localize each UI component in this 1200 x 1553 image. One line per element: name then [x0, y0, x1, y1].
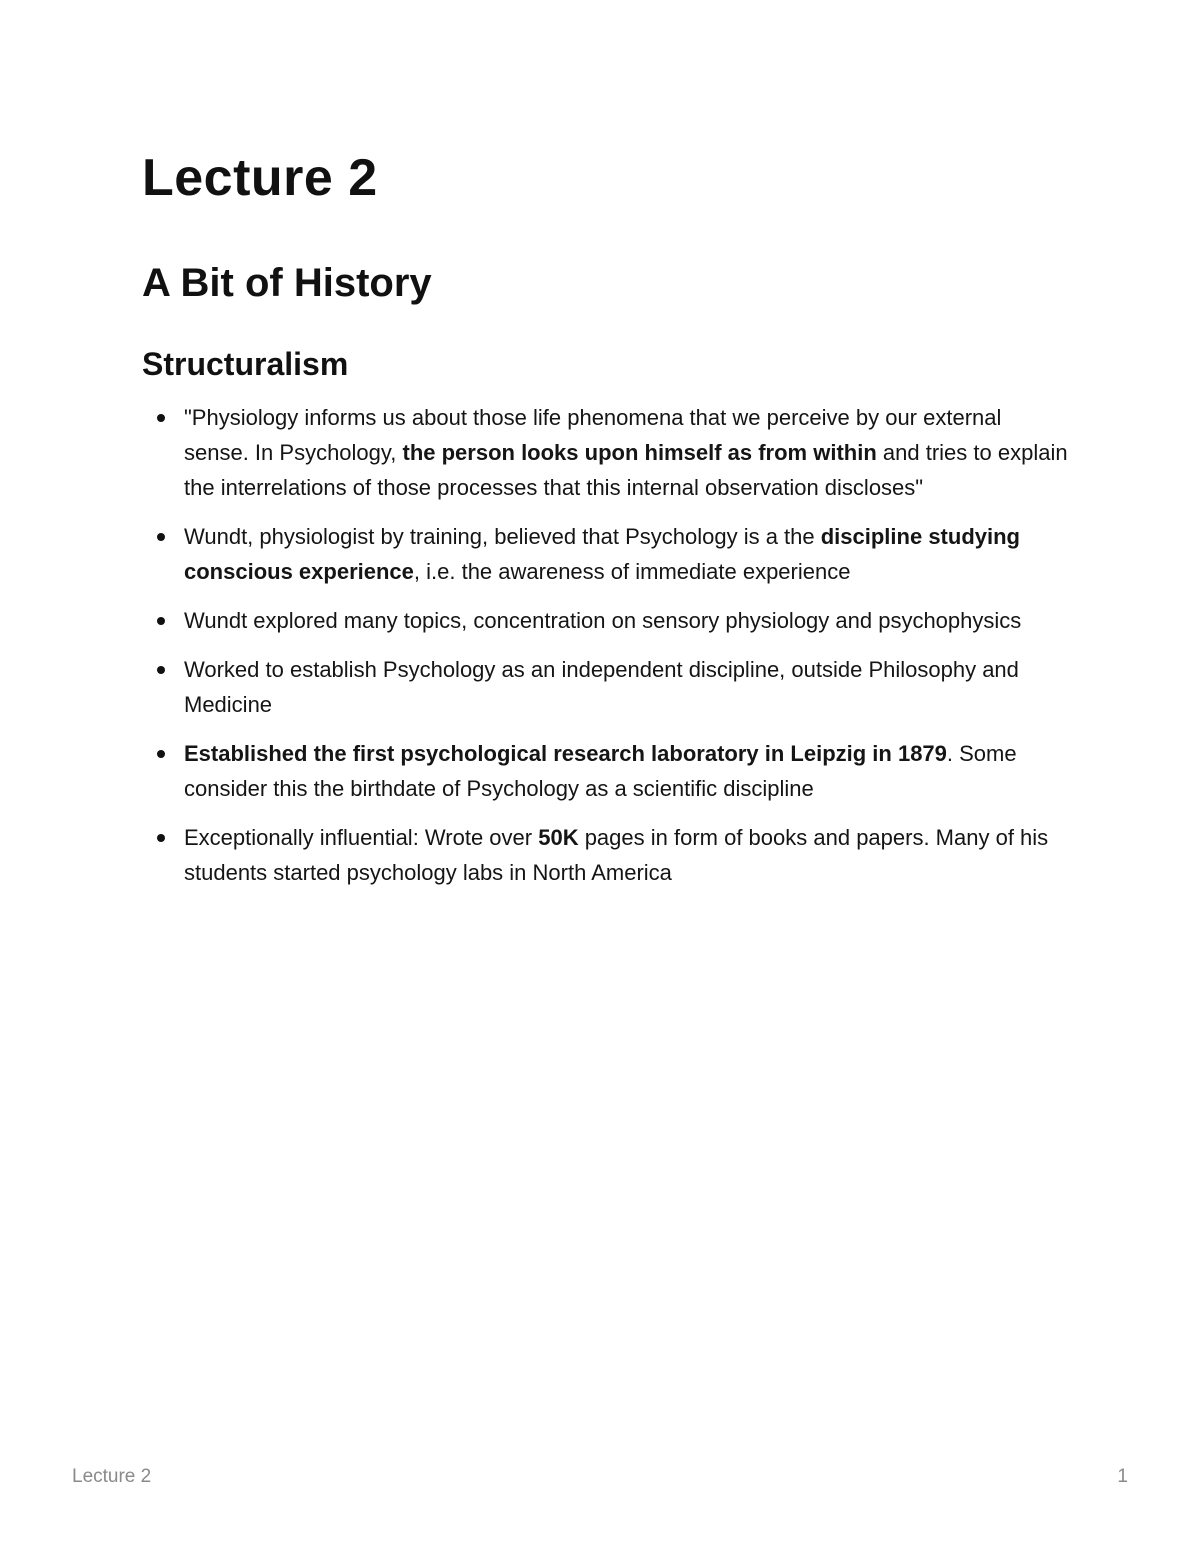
text-run: Worked to establish Psychology as an independent discipline, outside Philosophy and Medicine: [184, 657, 1019, 717]
list-item: [142, 820, 1072, 890]
bullet-dot-icon: [157, 617, 165, 625]
list-item-text: [184, 524, 1020, 584]
bullet-dot-icon: [157, 666, 165, 674]
list-item: [142, 603, 1072, 638]
text-run: , i.e. the awareness of immediate experience: [413, 559, 851, 584]
bold-text-run: the person looks upon himself as from within: [402, 440, 877, 465]
list-item-text: [184, 608, 1021, 633]
bullet-dot-icon: [157, 834, 165, 842]
text-run: and tries to explain the interrelations of those processes that this internal observation discloses": [184, 440, 1068, 500]
list-item: [142, 652, 1072, 722]
bullet-list: [142, 400, 1072, 904]
list-item-text: [184, 657, 1019, 717]
text-run: "Physiology informs us about those life phenomena that we perceive by our external sense. In Psychology,: [184, 405, 1002, 465]
bold-text-run: Established the first psychological research laboratory in Leipzig in 1879: [184, 741, 947, 766]
section-heading: A Bit of History: [142, 261, 432, 305]
list-item: [142, 736, 1072, 806]
list-item-text: [184, 405, 1068, 500]
text-run: Exceptionally influential: Wrote over: [184, 825, 539, 850]
bullet-dot-icon: [157, 414, 165, 422]
bold-text-run: 50K: [538, 825, 579, 850]
list-item-text: [184, 825, 1048, 885]
text-run: . Some consider this the birthdate of Psychology as a scientific discipline: [184, 741, 1017, 801]
list-item: [142, 400, 1072, 505]
list-item-text: [184, 741, 1017, 801]
sub-heading: Structuralism: [142, 346, 349, 382]
bullet-dot-icon: [157, 533, 165, 541]
list-item: [142, 519, 1072, 589]
footer-title: Lecture 2: [72, 1466, 152, 1487]
bullet-dot-icon: [157, 750, 165, 758]
page-number: 1: [1117, 1466, 1128, 1487]
text-run: pages in form of books and papers. Many of his students started psychology labs in North America: [184, 825, 1049, 885]
text-run: Wundt, physiologist by training, believed that Psychology is a the: [184, 524, 821, 549]
bold-text-run: discipline studying conscious experience: [184, 524, 1020, 584]
text-run: Wundt explored many topics, concentration on sensory physiology and psychophysics: [184, 608, 1022, 633]
page-title: Lecture 2: [142, 149, 378, 207]
